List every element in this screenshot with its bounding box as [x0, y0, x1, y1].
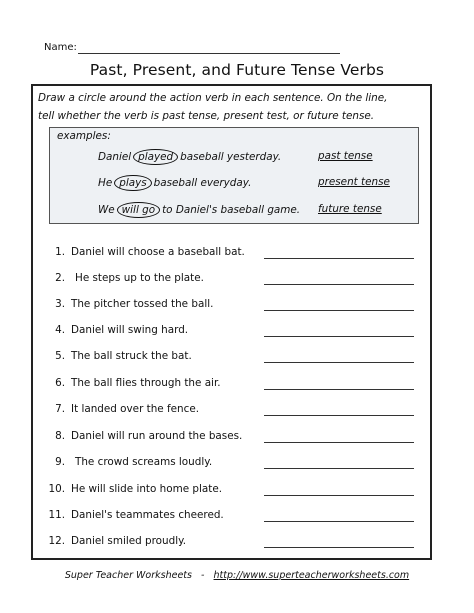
examples-label: examples:: [57, 130, 111, 142]
example-before: We: [98, 204, 115, 216]
name-line[interactable]: [78, 53, 340, 54]
answer-line[interactable]: [264, 389, 414, 390]
question-sentence: It landed over the fence.: [71, 403, 200, 415]
example-answer: present tense: [318, 176, 390, 188]
circled-verb: will go: [117, 202, 160, 218]
answer-line[interactable]: [264, 415, 414, 416]
question-sentence: The ball flies through the air.: [71, 377, 221, 389]
answer-line[interactable]: [264, 547, 414, 548]
answer-line[interactable]: [264, 468, 414, 469]
example-sentence: [98, 202, 300, 218]
question-sentence: He will slide into home plate.: [71, 483, 223, 495]
question-number: 2.: [55, 272, 65, 284]
example-sentence: [98, 149, 281, 165]
circled-verb: plays: [114, 175, 151, 191]
footer-brand: Super Teacher Worksheets: [64, 570, 192, 581]
answer-line[interactable]: [264, 258, 414, 259]
question-sentence: Daniel smiled proudly.: [71, 535, 187, 547]
answer-line[interactable]: [264, 495, 414, 496]
example-sentence: [98, 175, 251, 191]
example-after: baseball yesterday.: [180, 151, 282, 163]
answer-line[interactable]: [264, 521, 414, 522]
example-after: to Daniel's baseball game.: [162, 204, 301, 216]
answer-line[interactable]: [264, 284, 414, 285]
question-sentence: He steps up to the plate.: [75, 272, 204, 284]
footer: [0, 570, 474, 581]
question-number: 9.: [55, 456, 65, 468]
question-number: 4.: [55, 324, 65, 336]
question-number: 5.: [55, 350, 65, 362]
name-label: Name:: [44, 42, 77, 53]
example-answer: past tense: [318, 150, 373, 162]
footer-url-link[interactable]: http://www.superteacherworksheets.com: [213, 570, 410, 581]
example-after: baseball everyday.: [153, 177, 252, 189]
question-number: 6.: [55, 377, 65, 389]
question-sentence: Daniel will swing hard.: [71, 324, 189, 336]
question-number: 10.: [48, 483, 65, 495]
footer-separator: -: [201, 570, 205, 581]
circled-verb: played: [133, 149, 178, 165]
question-number: 3.: [55, 298, 65, 310]
question-sentence: Daniel's teammates cheered.: [71, 509, 224, 521]
question-number: 11.: [48, 509, 65, 521]
example-answer: future tense: [318, 203, 382, 215]
question-sentence: Daniel will run around the bases.: [71, 430, 243, 442]
instructions-line-1: Draw a circle around the action verb in each sentence. On the line,: [38, 92, 388, 104]
instructions-line-2: tell whether the verb is past tense, present test, or future tense.: [38, 110, 375, 122]
worksheet-title: Past, Present, and Future Tense Verbs: [89, 61, 385, 79]
question-sentence: The crowd screams loudly.: [75, 456, 213, 468]
question-number: 7.: [55, 403, 65, 415]
question-sentence: The pitcher tossed the ball.: [71, 298, 214, 310]
example-before: Daniel: [98, 151, 132, 163]
example-before: He: [98, 177, 113, 189]
question-number: 8.: [55, 430, 65, 442]
answer-line[interactable]: [264, 336, 414, 337]
question-number: 1.: [55, 246, 65, 258]
question-sentence: Daniel will choose a baseball bat.: [71, 246, 245, 258]
question-number: 12.: [48, 535, 65, 547]
answer-line[interactable]: [264, 362, 414, 363]
answer-line[interactable]: [264, 310, 414, 311]
question-sentence: The ball struck the bat.: [71, 350, 192, 362]
answer-line[interactable]: [264, 442, 414, 443]
